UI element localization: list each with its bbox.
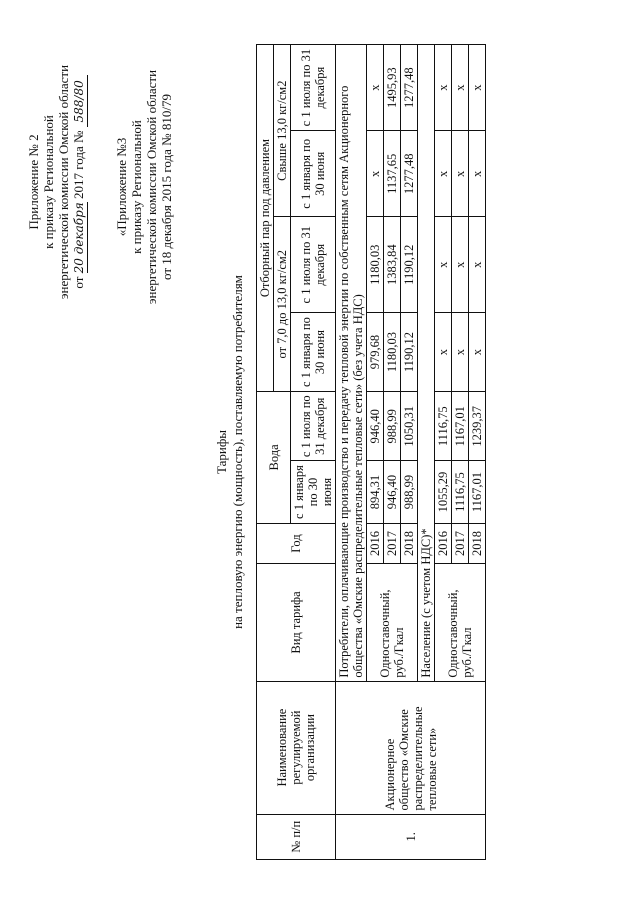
value-cell: 1180,03 — [384, 313, 401, 392]
header-steam: Отборный пар под давлением — [257, 45, 274, 392]
value-cell: х — [435, 313, 452, 392]
tariff-type-cell: Одноставочный, руб./Гкал — [367, 564, 418, 681]
value-cell: 1190,12 — [401, 217, 418, 313]
value-cell: 1167,01 — [469, 461, 486, 523]
value-cell: 1277,48 — [401, 45, 418, 131]
value-cell: 1383,84 — [384, 217, 401, 313]
prev-appendix-order-ref: к приказу Региональной — [129, 120, 144, 254]
document-title — [214, 22, 246, 882]
value-cell: 1050,31 — [401, 392, 418, 461]
value-cell: 946,40 — [367, 392, 384, 461]
value-cell: 1116,75 — [452, 461, 469, 523]
header-steam-7-13: от 7,0 до 13,0 кг/см2 — [274, 217, 291, 392]
value-cell: х — [469, 313, 486, 392]
value-cell: х — [452, 131, 469, 217]
handwritten-date: 20 декабря — [72, 202, 86, 274]
appendix-commission: энергетической комиссии Омской области — [56, 64, 71, 300]
year-cell: 2016 — [367, 523, 384, 564]
header-water: Вода — [257, 392, 291, 524]
header-period-jul: с 1 июля по 31 декабря — [291, 45, 336, 131]
year-cell: 2016 — [435, 523, 452, 564]
value-cell: 988,99 — [384, 392, 401, 461]
value-cell: 1495,93 — [384, 45, 401, 131]
value-cell: 979,68 — [367, 313, 384, 392]
appendix-title: Приложение № 2 — [26, 134, 41, 230]
section-row — [336, 45, 367, 860]
tariff-table — [256, 44, 486, 860]
value-cell: х — [367, 45, 384, 131]
value-cell: 1137,65 — [384, 131, 401, 217]
section-population: Население (с учетом НДС)* — [418, 45, 435, 682]
value-cell: х — [452, 313, 469, 392]
header-period-jan: с 1 января по 30 июня — [291, 461, 336, 523]
header-period-jul: с 1 июля по 31 декабря — [291, 392, 336, 461]
header-num: № п/п — [257, 814, 336, 859]
value-cell: х — [469, 131, 486, 217]
appendix-header — [26, 52, 88, 312]
value-cell: 894,31 — [367, 461, 384, 523]
header-steam-over-13: Свыше 13,0 кг/см2 — [274, 45, 291, 217]
year-cell: 2018 — [469, 523, 486, 564]
prev-appendix-commission: энергетической комиссии Омской области — [144, 69, 159, 305]
value-cell: х — [435, 45, 452, 131]
year-cell: 2017 — [452, 523, 469, 564]
appendix-date-line: от 20 декабря 2017 года № 588/80 — [71, 52, 88, 312]
handwritten-number: 588/80 — [72, 75, 88, 127]
section-consumers: Потребители, оплачивающие производство и передачу тепловой энергии по собственным сетям Акционерного общества «Омские распределительные тепловые сети» (без учета НДС) — [336, 45, 367, 682]
previous-appendix-header — [114, 52, 174, 322]
header-period-jan: с 1 января по 30 июня — [291, 131, 336, 217]
header-row-1 — [257, 45, 274, 860]
header-org: Наименование регулируемой организации — [257, 681, 336, 814]
title-sub: на тепловую энергию (мощность), поставляемую потребителям — [230, 275, 245, 629]
header-period-jan: с 1 января по 30 июня — [291, 313, 336, 392]
value-cell: 1116,75 — [435, 392, 452, 461]
row-number: 1. — [336, 814, 486, 859]
organization-name: Акционерное общество «Омские распределительные тепловые сети» — [336, 681, 486, 814]
value-cell: х — [452, 217, 469, 313]
appendix-order-ref: к приказу Региональной — [41, 115, 56, 249]
value-cell: 1239,37 — [469, 392, 486, 461]
header-period-jul: с 1 июля по 31 декабря — [291, 217, 336, 313]
value-cell: 946,40 — [384, 461, 401, 523]
value-cell: х — [435, 217, 452, 313]
value-cell: х — [469, 217, 486, 313]
value-cell: 1190,12 — [401, 313, 418, 392]
tariff-type-cell: Одноставочный, руб./Гкал — [435, 564, 486, 681]
year-cell: 2017 — [384, 523, 401, 564]
year-cell: 2018 — [401, 523, 418, 564]
value-cell: 1167,01 — [452, 392, 469, 461]
value-cell: х — [367, 131, 384, 217]
value-cell: х — [469, 45, 486, 131]
value-cell: х — [435, 131, 452, 217]
header-year: Год — [257, 523, 336, 564]
rotated-document — [20, 22, 620, 882]
header-tariff-type: Вид тарифа — [257, 564, 336, 681]
value-cell: 1055,29 — [435, 461, 452, 523]
value-cell: 1277,48 — [401, 131, 418, 217]
value-cell: 988,99 — [401, 461, 418, 523]
value-cell: 1180,03 — [367, 217, 384, 313]
prev-appendix-title: «Приложение №3 — [114, 137, 129, 237]
title-main: Тарифы — [214, 430, 229, 475]
value-cell: х — [452, 45, 469, 131]
prev-appendix-date: от 18 декабря 2015 года № 810/79 — [159, 94, 174, 280]
